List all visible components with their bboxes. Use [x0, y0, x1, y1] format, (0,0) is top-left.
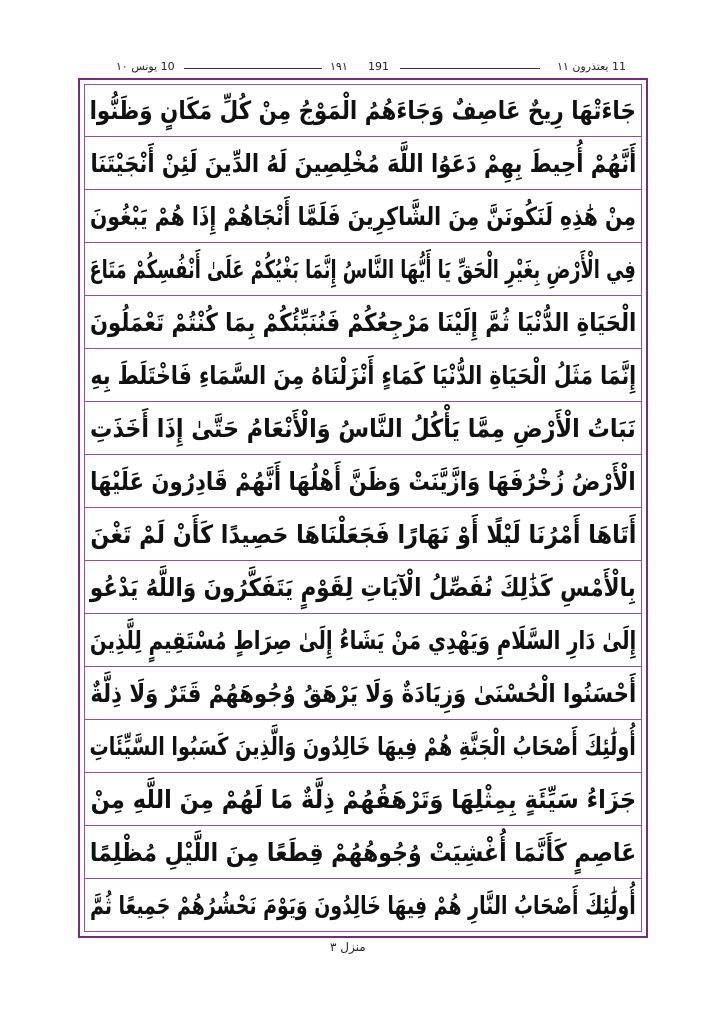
text-line: [84, 561, 642, 614]
page-number-arabic: ١٩١: [330, 60, 348, 73]
line-text: إِنَّمَا مَثَلُ الْحَيَاةِ الدُّنْيَا كَمَاءٍ أَنْزَلْنَاهُ مِنَ السَّمَاءِ فَاخْتَلَطَ بِهِ: [90, 360, 636, 390]
line-text: بِالْأَمْسِ كَذَٰلِكَ نُفَصِّلُ الْآيَاتِ لِقَوْمٍ يَتَفَكَّرُونَ وَاللَّهُ يَدْعُو: [90, 572, 636, 602]
text-line: [84, 84, 642, 137]
line-text: إِلَىٰ دَارِ السَّلَامِ وَيَهْدِي مَنْ يَشَاءُ إِلَىٰ صِرَاطٍ مُسْتَقِيمٍ لِلَّذِينَ: [89, 625, 637, 655]
line-text: الْأَرْضُ زُخْرُفَهَا وَازَّيَّنَتْ وَظَنَّ أَهْلُهَا أَنَّهُمْ قَادِرُونَ عَلَيْهَا: [90, 466, 636, 496]
line-text: جَاءَتْهَا رِيحٌ عَاصِفٌ وَجَاءَهُمُ الْمَوْجُ مِنْ كُلِّ مَكَانٍ وَظَنُّوا: [89, 95, 637, 125]
text-line: [84, 296, 642, 349]
juz-name: 11 يعتذرون ١١: [557, 60, 626, 73]
line-text: جَزَاءُ سَيِّئَةٍ بِمِثْلِهَا وَتَرْهَقُهُمْ ذِلَّةٌ مَا لَهُمْ مِنَ اللَّهِ مِنْ: [90, 784, 636, 814]
text-line: [84, 243, 642, 296]
line-text: أَحْسَنُوا الْحُسْنَىٰ وَزِيَادَةٌ وَلَا يَرْهَقُ وُجُوهَهُمْ قَتَرٌ وَلَا ذِلَّةٌ: [90, 678, 636, 708]
line-text: أُولَٰئِكَ أَصْحَابُ الْجَنَّةِ هُمْ فِيهَا خَالِدُونَ وَالَّذِينَ كَسَبُوا السَّيِّئَاتِ: [89, 731, 637, 761]
text-line: [84, 879, 642, 932]
manzil-label: منزل ٣: [330, 940, 366, 954]
text-line: [84, 773, 642, 826]
header-rule-right: [400, 68, 540, 69]
text-line: [84, 402, 642, 455]
text-line: [84, 614, 642, 667]
text-line: [84, 508, 642, 561]
line-text: أُولَٰئِكَ أَصْحَابُ النَّارِ هُمْ فِيهَا خَالِدُونَ وَيَوْمَ نَحْشُرُهُمْ جَمِيعًا ثُمَّ: [90, 891, 636, 920]
page-header: [80, 58, 648, 80]
line-text: أَتَاهَا أَمْرُنَا لَيْلًا أَوْ نَهَارًا فَجَعَلْنَاهَا حَصِيدًا كَأَنْ لَمْ تَغْنَ: [89, 519, 637, 549]
page-number: 191: [368, 60, 389, 73]
line-text: الْحَيَاةِ الدُّنْيَا ثُمَّ إِلَيْنَا مَرْجِعُكُمْ فَنُنَبِّئُكُمْ بِمَا كُنْتُمْ تَعْمَلُونَ: [89, 307, 637, 337]
line-text: مِنْ هَٰذِهِ لَنَكُونَنَّ مِنَ الشَّاكِرِينَ فَلَمَّا أَنْجَاهُمْ إِذَا هُمْ يَبْغُونَ: [89, 201, 636, 231]
surah-name: 10 يونس ١٠: [116, 60, 175, 73]
quran-text-block: [84, 84, 642, 932]
line-text: نَبَاتُ الْأَرْضِ مِمَّا يَأْكُلُ النَّاسُ وَالْأَنْعَامُ حَتَّىٰ إِذَا أَخَذَتِ: [90, 413, 636, 443]
line-text: أَنَّهُمْ أُحِيطَ بِهِمْ دَعَوُا اللَّهَ مُخْلِصِينَ لَهُ الدِّينَ لَئِنْ أَنْجَيْتَنَا: [90, 148, 636, 178]
text-line: [84, 720, 642, 773]
text-line: [84, 349, 642, 402]
text-line: [84, 826, 642, 879]
text-line: [84, 455, 642, 508]
text-line: [84, 667, 642, 720]
header-rule-left: [184, 68, 322, 69]
text-line: [84, 190, 642, 243]
line-text: فِي الْأَرْضِ بِغَيْرِ الْحَقِّ يَا أَيُّهَا النَّاسُ إِنَّمَا بَغْيُكُمْ عَلَىٰ أَنْفُسِكُمْ مَتَاعَ: [89, 254, 637, 284]
text-line: [84, 137, 642, 190]
line-text: عَاصِمٍ كَأَنَّمَا أُغْشِيَتْ وُجُوهُهُمْ قِطَعًا مِنَ اللَّيْلِ مُظْلِمًا: [89, 837, 637, 867]
